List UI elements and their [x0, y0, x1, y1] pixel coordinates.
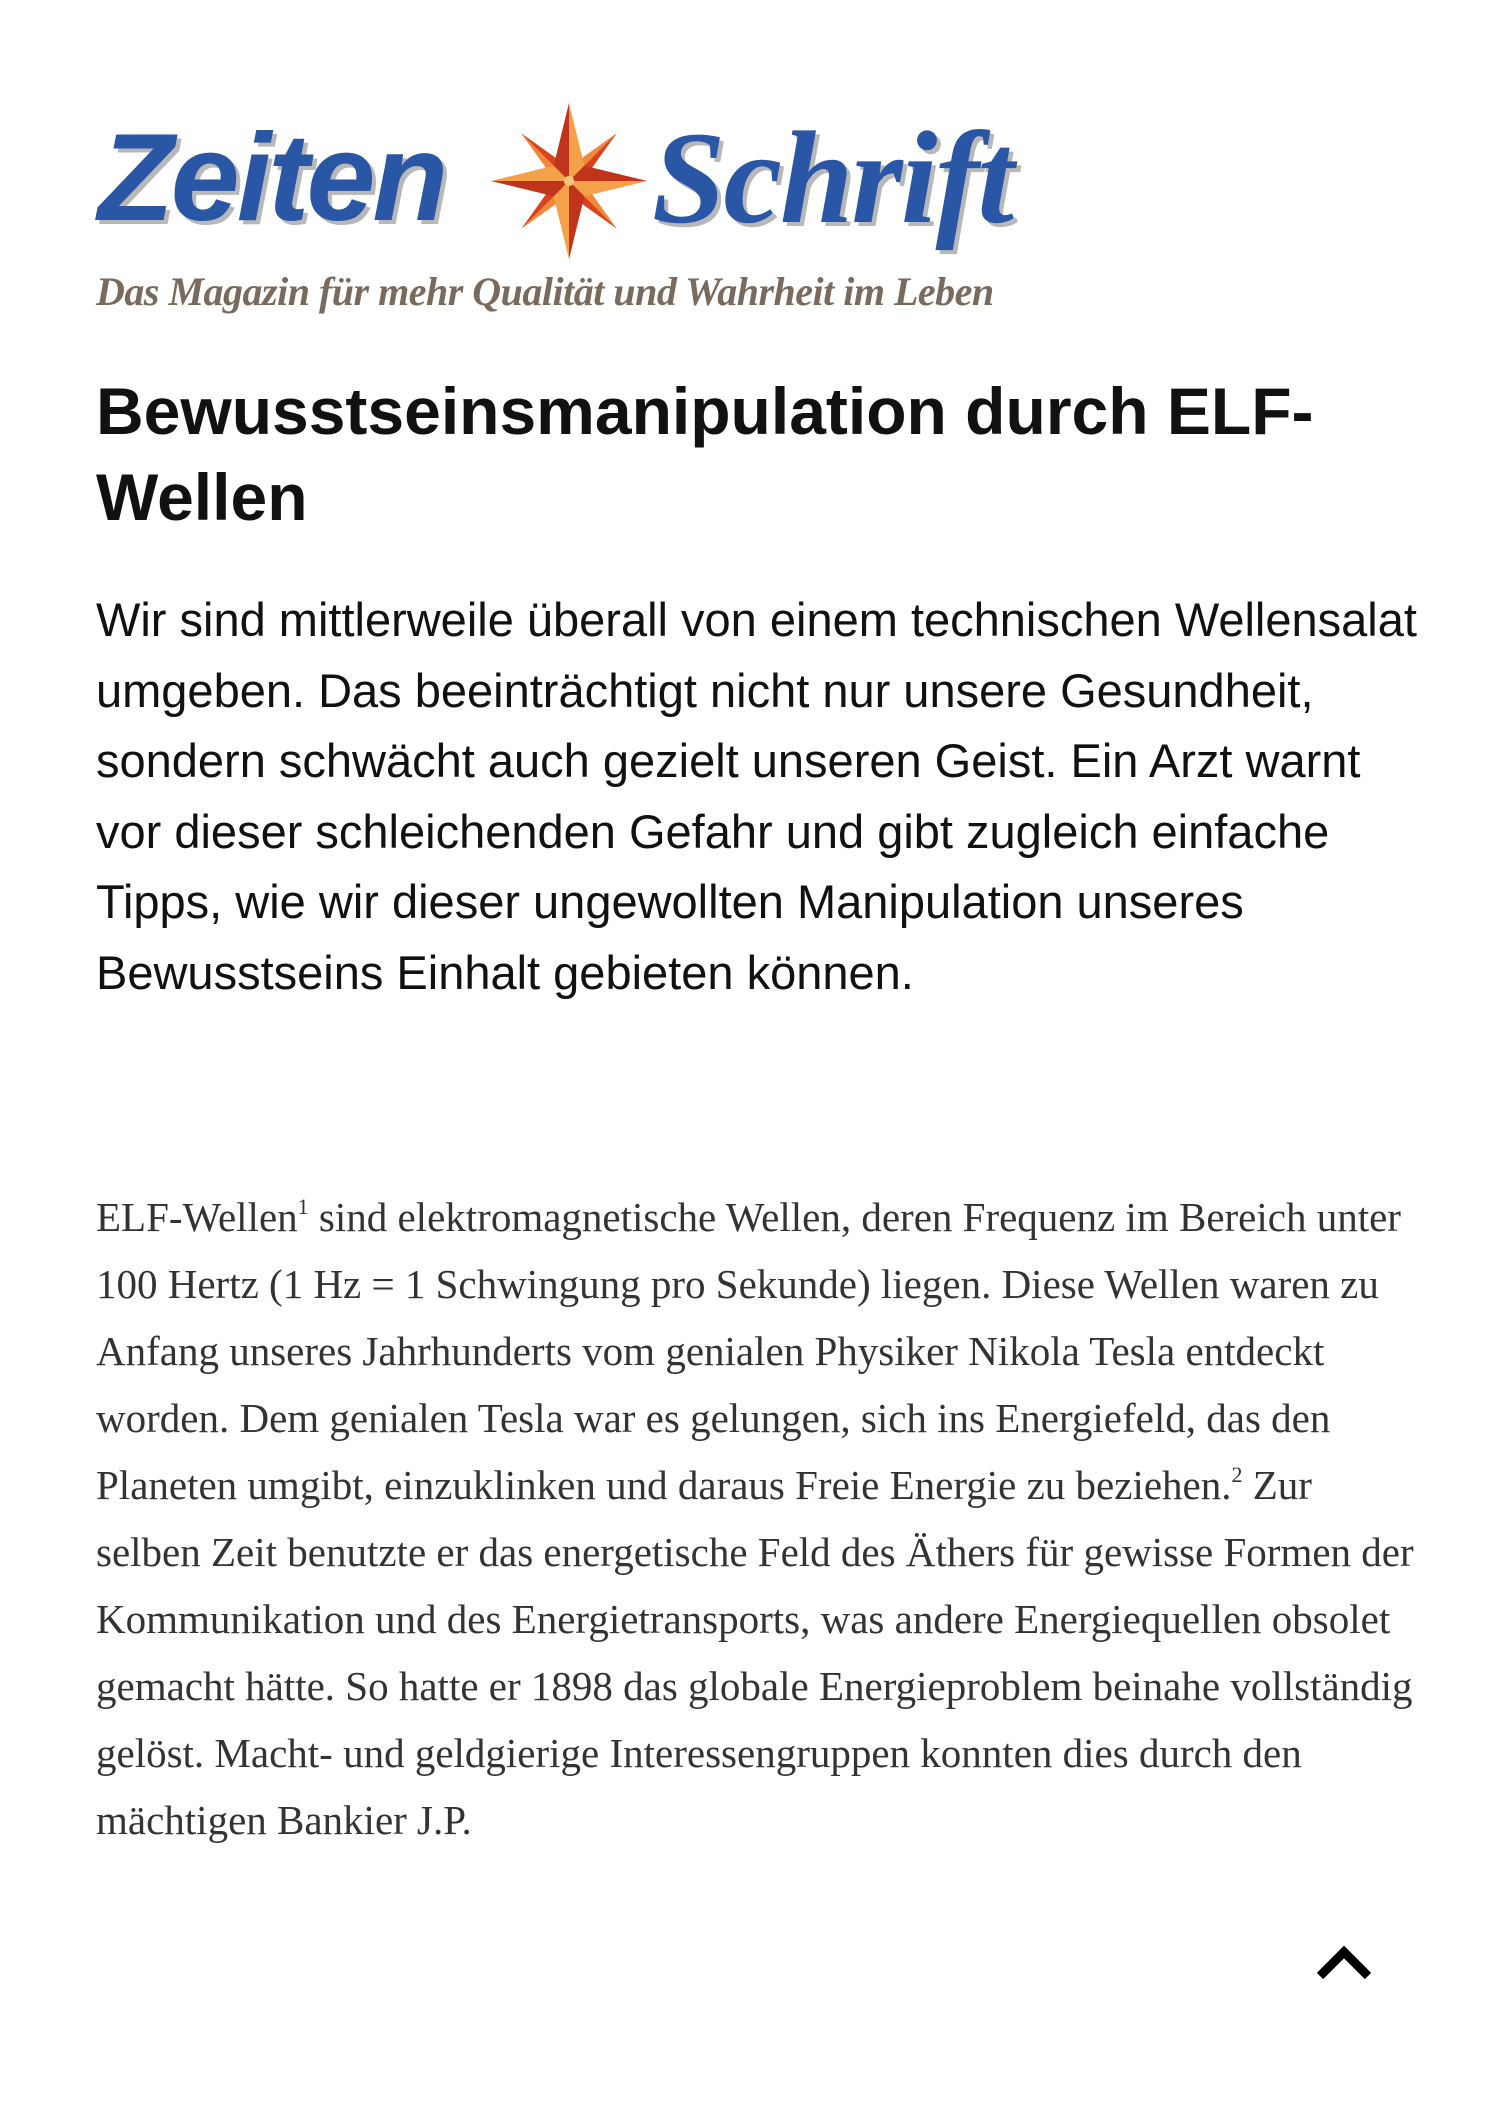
article-headline: Bewusstseinsmanipulation durch ELF-Wellen	[96, 374, 1314, 534]
body-text-part: ELF-Wellen	[96, 1194, 298, 1240]
chevron-up-icon	[1314, 1940, 1374, 1984]
body-text-part: sind elektromagnetische Wellen, deren Frequenz im Bereich unter 100 Hertz (1 Hz = 1 Schwingung pro Sekunde) liegen. Diese Wellen waren zu Anfang unseres Jahrhunderts vom genialen Physiker Nikola Tesla entdeckt worden. Dem genialen Tesla war es gelungen, sich ins Energiefeld, das den Planeten umgibt, einzuklinken und daraus Freie Energie zu beziehen.	[96, 1194, 1401, 1508]
article-body	[96, 1184, 1426, 1854]
logo-word-left: Zeiten	[98, 109, 446, 247]
back-to-top-button[interactable]	[1314, 1940, 1374, 1984]
footnote-marker[interactable]: 1	[297, 1194, 309, 1220]
compass-star-icon	[484, 96, 654, 266]
site-logo[interactable]	[96, 96, 1056, 326]
article-lead: Wir sind mittlerweile überall von einem technischen Wellensalat umgeben. Das beeinträchtigt nicht nur unsere Gesundheit, sondern schwächt auch gezielt unseren Geist. Ein Arzt warnt vor dieser schleichenden Gefahr und gibt zugleich einfache Tipps, wie wir dieser ungewollten Manipulation unseres Bewusstseins Einhalt gebieten können.	[96, 593, 1417, 999]
logo-word-right: Schrift	[652, 104, 1013, 251]
body-text-part: Zur selben Zeit benutzte er das energetische Feld des Äthers für gewisse Formen der Kommunikation und des Energietransports, was andere Energiequellen obsolet gemacht hätte. So hatte er 1898 das globale Energieproblem beinahe vollständig gelöst. Macht- und geldgierige Interessengruppen konnten dies durch den mächtigen Bankier J.P.	[96, 1462, 1414, 1843]
logo-tagline: Das Magazin für mehr Qualität und Wahrheit im Leben	[96, 269, 994, 314]
footnote-marker[interactable]: 2	[1231, 1462, 1243, 1488]
logo-wordmark	[96, 96, 1056, 266]
